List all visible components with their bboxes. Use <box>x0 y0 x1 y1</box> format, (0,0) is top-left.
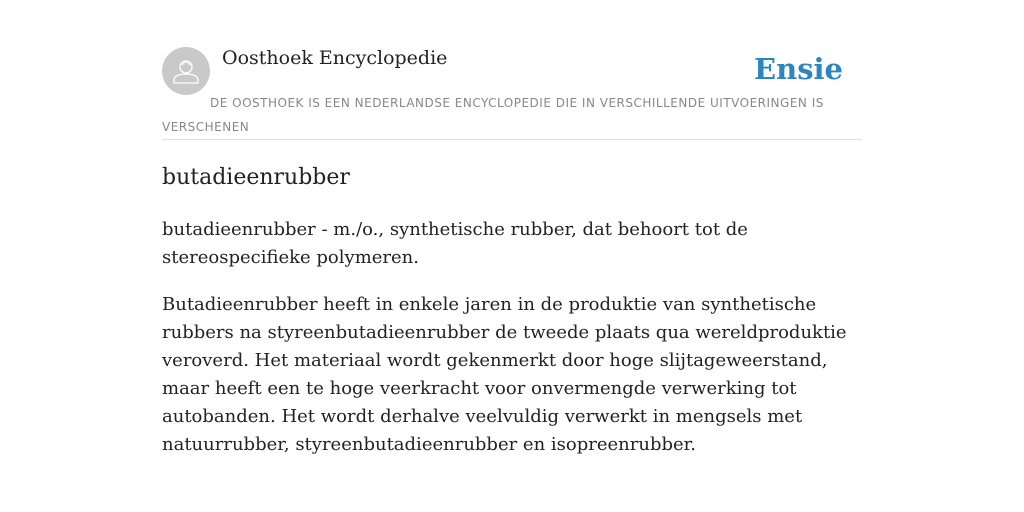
article-body <box>162 216 868 478</box>
description-paragraph: Butadieenrubber heeft in enkele jaren in de produktie van synthetische rubbers na styreenbutadieenrubber de tweede plaats qua wereldproduktie veroverd. Het materiaal wordt gekenmerkt door hoge slijtageweerstand, maar heeft een te hoge veerkracht voor onvermengde verwerking tot autobanden. Het wordt derhalve veelvuldig verwerkt in mengsels met natuurrubber, styreenbutadieenrubber en isopreenrubber. <box>162 294 847 455</box>
publisher-tagline: DE OOSTHOEK IS EEN NEDERLANDSE ENCYCLOPEDIE DIE IN VERSCHILLENDE UITVOERINGEN IS VERSCHENEN <box>162 96 824 134</box>
publisher-name[interactable]: Oosthoek Encyclopedie <box>222 47 448 69</box>
brand-logo[interactable]: Ensie <box>754 52 843 86</box>
header <box>162 46 862 140</box>
article-title: butadieenrubber <box>162 165 350 190</box>
user-avatar-icon[interactable] <box>162 47 210 95</box>
definition-paragraph: butadieenrubber - m./o., synthetische rubber, dat behoort tot de stereospecifieke polymeren. <box>162 219 748 268</box>
